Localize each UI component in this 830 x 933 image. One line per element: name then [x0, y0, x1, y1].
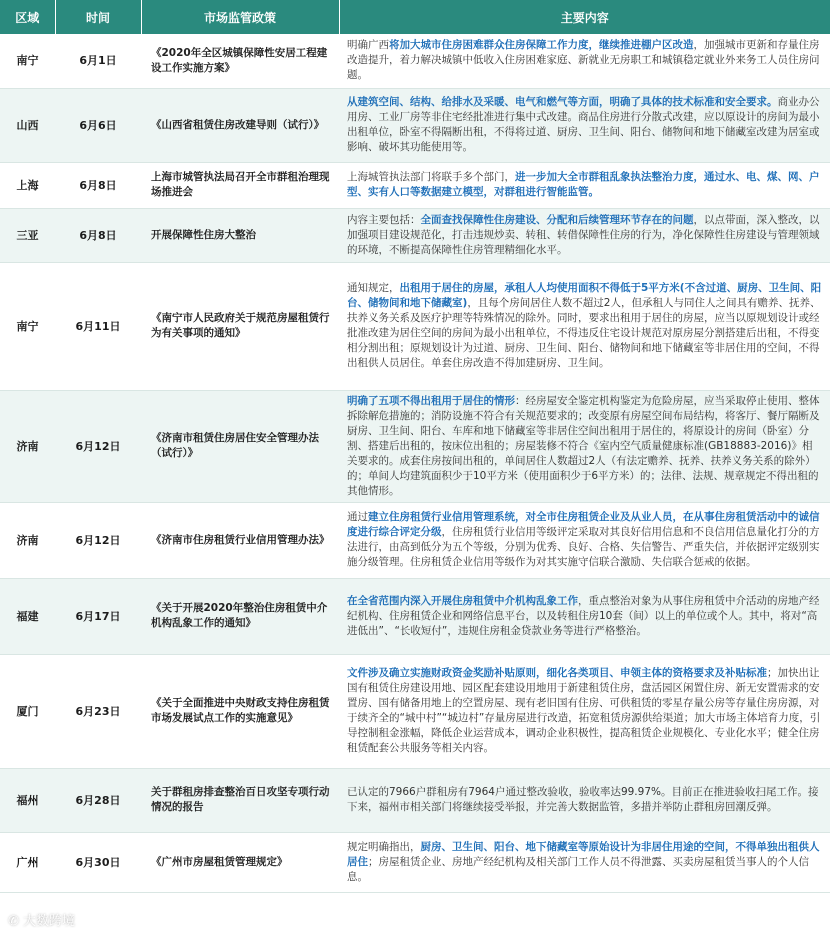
table-row — [0, 502, 830, 578]
content-text: ，以点带面，深入整改，以加强项目建设规范化，打击违规炒卖、转租、转借保障性住房的行为，净化保障性住房建设与管理领域的环境，不断提高保障性住房管理精细化水平。 — [347, 213, 820, 256]
table-row — [0, 162, 830, 208]
content-cell — [339, 502, 830, 578]
policy-cell: 关于群租房排查整治百日攻坚专项行动情况的报告 — [141, 768, 339, 832]
region-cell: 济南 — [0, 390, 55, 502]
date-cell: 6月30日 — [55, 832, 141, 892]
content-text: 上海城管执法部门将联手多个部门， — [347, 171, 515, 183]
highlighted-text: 明确了五项不得出租用于居住的情形 — [347, 394, 515, 407]
region-cell: 山西 — [0, 88, 55, 162]
date-cell: 6月6日 — [55, 88, 141, 162]
highlighted-text: 全面查找保障性住房建设、分配和后续管理环节存在的问题 — [420, 213, 694, 226]
highlighted-text: 出租用于居住的房屋，承租人人均使用面积不得低于5平方米(不含过道、厨房、卫生间、阳台、储物间和地下储藏室) — [347, 282, 822, 309]
region-cell: 济南 — [0, 502, 55, 578]
content-cell — [339, 654, 830, 768]
date-cell: 6月12日 — [55, 502, 141, 578]
watermark-icon: ✆ — [8, 914, 19, 929]
header-region: 区域 — [0, 0, 55, 34]
region-cell: 南宁 — [0, 34, 55, 88]
content-text: 通知规定， — [347, 282, 400, 294]
content-cell — [339, 34, 830, 88]
table-header — [0, 0, 830, 34]
content-text: ：经房屋安全鉴定机构鉴定为危险房屋，应当采取停止使用、整体拆除解危措施的；消防设施不符合有关规范要求的；改变原有房屋空间布局结构，将客厅、餐厅隔断及厨房、卫生间、阳台、车库和地下储藏室等非居住空间出租用于居住的，将原设计的房间（卧室）分割、搭建后出租的，按床位出租的；房屋装修不符合《室内空气质量健康标准(GB18883-2016)》相关要求的。成套住房按间出租的，单间居住人数超过2人（有法定赡养、抚养、扶养义务关系的除外）的；单间人均建筑面积少于10平方米（使用面积少于6平方米）的；法律、法规、规章规定不得出租的其他情形。 — [347, 394, 820, 497]
policy-cell: 《济南市租赁住房居住安全管理办法（试行）》 — [141, 390, 339, 502]
highlighted-text: 进一步加大全市群租乱象执法整治力度，通过水、电、煤、网、户型、实有人口等数据建立模型，对群租进行智能监管。 — [347, 171, 820, 198]
watermark-logo — [8, 910, 75, 929]
table-body — [0, 34, 830, 892]
region-cell: 福建 — [0, 578, 55, 654]
header-date: 时间 — [55, 0, 141, 34]
policy-cell: 《2020年全区城镇保障性安居工程建设工作实施方案》 — [141, 34, 339, 88]
content-cell — [339, 578, 830, 654]
content-cell — [339, 208, 830, 262]
content-text: ，加强城市更新和存量住房改造提升，着力解决城镇中低收入住房困难家庭、新就业无房职工和城镇稳定就业外来务工人员住房问题。 — [347, 39, 820, 82]
date-cell: 6月1日 — [55, 34, 141, 88]
content-text: ；加快出让国有租赁住房建设用地、园区配套建设用地用于新建租赁住房，盘活园区闲置住房、新无安置需求的安置房、国有储备用地上的空置房屋、现有老旧国有住房、可供租赁的零星存量公房等存量住房房源，对于续齐全的“城中村”“城边村”存量房屋进行改造，拓宽租赁房源供给渠道；加大市场主体培育力度，引导控制租金涨幅，降低企业运营成本，调动企业积极性，提高租赁企业规模化、专业化水平；健全住房租赁配套公共服务等相关内容。 — [347, 667, 821, 754]
highlighted-text: 在全省范围内深入开展住房租赁中介机构乱象工作 — [347, 594, 578, 607]
highlighted-text: 建立住房租赁行业信用管理系统，对全市住房租赁企业及从业人员，在从事住房租赁活动中的诚信度进行综合评定分级 — [347, 511, 820, 538]
region-cell: 广州 — [0, 832, 55, 892]
content-cell — [339, 88, 830, 162]
header-content: 主要内容 — [339, 0, 830, 34]
content-text: ；房屋租赁企业、房地产经纪机构及相关部门工作人员不得泄露、买卖房屋租赁当事人的个人信息。 — [347, 855, 809, 883]
highlighted-text: 将加大城市住房困难群众住房保障工作力度，继续推进棚户区改造 — [389, 39, 694, 52]
table-row — [0, 832, 830, 892]
table-row — [0, 88, 830, 162]
table-row — [0, 390, 830, 502]
content-text: 通过 — [347, 511, 368, 523]
table-row — [0, 654, 830, 768]
region-cell: 福州 — [0, 768, 55, 832]
content-text: 内容主要包括： — [347, 213, 421, 226]
content-text: ，住房租赁行业信用等级评定采取对其良好信用信息和不良信用信息量化打分的方法进行，由高到低分为五个等级，分别为优秀、良好、合格、失信警告、严重失信，并依据评定级别实施分级管理。住房租赁企业信用等级作为对其实施守信联合激励、失信联合惩戒的依据。 — [347, 526, 820, 568]
highlighted-text: 文件涉及确立实施财政资金奖励补贴原则，细化各类项目、申领主体的资格要求及补贴标准 — [347, 667, 767, 679]
region-cell: 南宁 — [0, 262, 55, 390]
date-cell: 6月11日 — [55, 262, 141, 390]
policy-cell: 《山西省租赁住房改建导则（试行）》 — [141, 88, 339, 162]
highlighted-text: 从建筑空间、结构、给排水及采暖、电气和燃气等方面，明确了具体的技术标准和安全要求。 — [347, 96, 778, 108]
content-cell — [339, 390, 830, 502]
date-cell: 6月8日 — [55, 208, 141, 262]
table-row — [0, 578, 830, 654]
policy-cell: 《济南市住房租赁行业信用管理办法》 — [141, 502, 339, 578]
region-cell: 上海 — [0, 162, 55, 208]
content-cell — [339, 768, 830, 832]
content-text: ，重点整治对象为从事住房租赁中介活动的房地产经纪机构、住房租赁企业和网络信息平台，以及转租住房10套（间）以上的单位或个人。其中，将对“高进低出”、“长收短付”，违规住房租金贷款业务等进行严格整治。 — [347, 594, 820, 637]
table-row — [0, 768, 830, 832]
date-cell: 6月12日 — [55, 390, 141, 502]
table-row — [0, 262, 830, 390]
content-text: 规定明确指出， — [347, 840, 421, 853]
policy-cell: 《广州市房屋租赁管理规定》 — [141, 832, 339, 892]
date-cell: 6月23日 — [55, 654, 141, 768]
header-policy: 市场监管政策 — [141, 0, 339, 34]
table-row — [0, 34, 830, 88]
date-cell: 6月8日 — [55, 162, 141, 208]
content-cell — [339, 832, 830, 892]
content-cell — [339, 262, 830, 390]
region-cell: 三亚 — [0, 208, 55, 262]
highlighted-text: 厨房、卫生间、阳台、地下储藏室等原始设计为非居住用途的空间，不得单独出租供人居住 — [347, 840, 820, 868]
policy-cell: 《关于开展2020年整治住房租赁中介机构乱象工作的通知》 — [141, 578, 339, 654]
date-cell: 6月28日 — [55, 768, 141, 832]
watermark-text: 大数跨境 — [23, 914, 76, 929]
content-text: 已认定的7966户群租房有7964户通过整改验收，验收率达99.97%。目前正在推进验收扫尾工作。接下来，福州市相关部门将继续接受举报，并完善大数据监管，多措并举防止群租房回潮反弹。 — [347, 786, 819, 813]
content-text: 明确广西 — [347, 39, 389, 52]
policy-cell: 《关于全面推进中央财政支持住房租赁市场发展试点工作的实施意见》 — [141, 654, 339, 768]
policy-cell: 上海市城管执法局召开全市群租治理现场推进会 — [141, 162, 339, 208]
policy-cell: 开展保障性住房大整治 — [141, 208, 339, 262]
table-row — [0, 208, 830, 262]
content-cell — [339, 162, 830, 208]
region-cell: 厦门 — [0, 654, 55, 768]
content-text: ，且每个房间居住人数不超过2人，但承租人与同住人之间具有赡养、抚养、扶养义务关系及医疗护理等特殊情况的除外。同时，要求出租用于居住的房屋，应当以原规划设计或经批准改建为居住空间的房间为最小出租单位，不得违反住宅设计规范对原房屋分割搭建后出租，不得变相分割出租；原规划设计为过道、厨房、卫生间、阳台、储物间和地下储藏室等非居住用的空间，不得出租供人员居住。单套住房改造不得加建厨房、卫生间。 — [347, 297, 821, 369]
content-text: 商业办公用房、工业厂房等非住宅经批准进行集中式改建。商品住房进行分散式改建，应以原设计的房间为最小出租单位，卧室不得隔断出租，不得将过道、厨房、卫生间、阳台、储物间和地下储藏室改建为居室或影响、破坏其功能使用等。 — [347, 96, 820, 153]
date-cell: 6月17日 — [55, 578, 141, 654]
policy-cell: 《南宁市人民政府关于规范房屋租赁行为有关事项的通知》 — [141, 262, 339, 390]
